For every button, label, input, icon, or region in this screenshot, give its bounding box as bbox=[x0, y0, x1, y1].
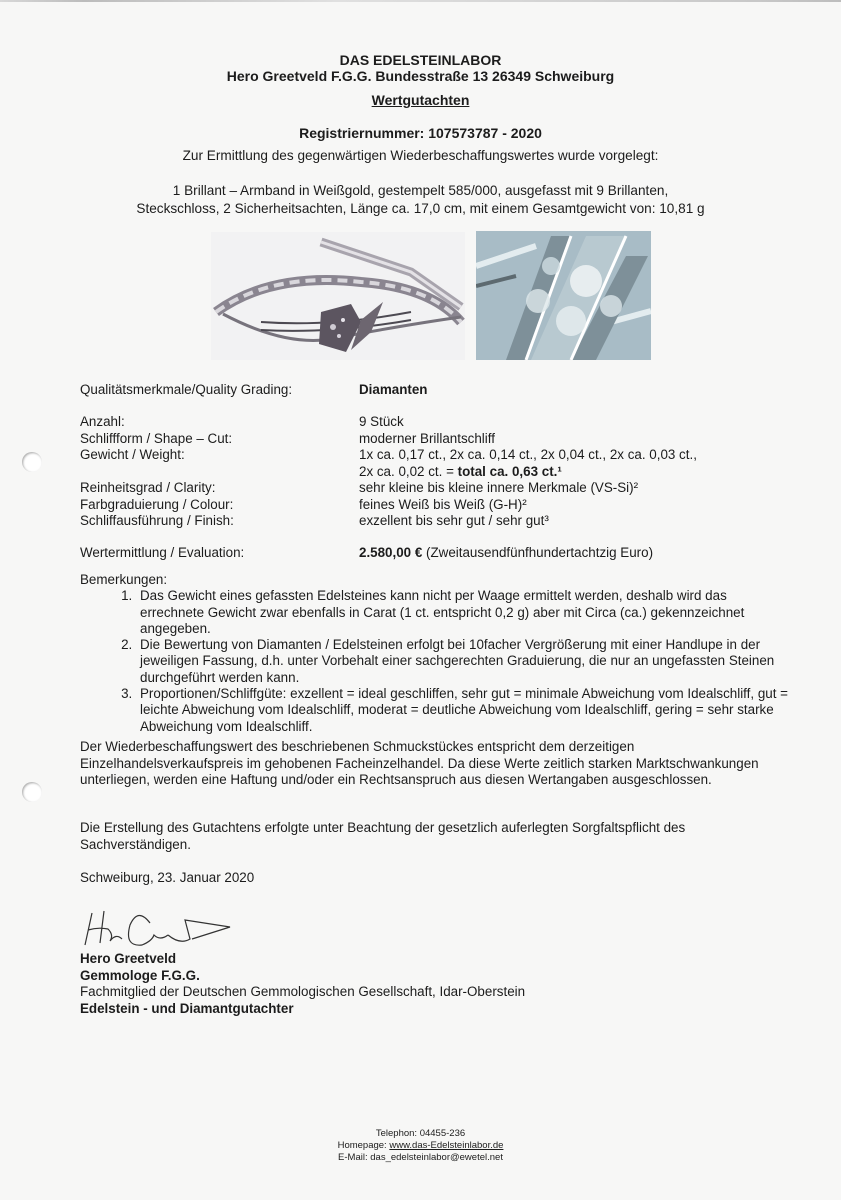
remarks-list bbox=[80, 588, 790, 735]
signer-membership: Fachmitglied der Deutschen Gemmologischen Gesellschaft, Idar-Oberstein bbox=[80, 984, 526, 1000]
grading-value: Diamanten bbox=[359, 382, 428, 397]
grading-label: Qualitätsmerkmale/Quality Grading: bbox=[80, 382, 293, 397]
appraisal-document: DAS EDELSTEINLABOR Hero Greetveld F.G.G. Bundesstraße 13 26349 Schweiburg Wertgutachten Registriernummer: 107573787 - 2020 Zur Ermittlung des gegenwärtigen Wiederbeschaffungswertes wurde vorgelegt: 1 Brillant – Armband in Weißgold, gestempelt 585/000, ausgefasst mit 9 Brillanten, Steckschloss, 2 Sicherheitsachten, Länge ca. 17,0 cm, mit einem Gesamtgewicht von: 10,81 g Qualitätsmerkmale/Quality Grading: Diamanten Anzahl: 9 Stück Schliffform / Shape – Cut: moderner Brillantschliff Gewicht / Weight: 1x ca. 0,17 ct., 2x ca. 0,14 ct., 2x 0,04 ct., 2x ca. 0,03 ct., 2x ca. 0,02 ct. = total ca. 0,63 ct.¹ Reinheitsgrad / Clarity: sehr kleine bis kleine innere Merkmale (VS-Si)² Farbgraduierung / Colour: feines Weiß bis Weiß (G-H)² Schliffausführung / Finish: exzellent bis sehr gut / sehr gut³ Wertermittlung / Evaluation: 2.580,00 € (Zweitausendfünfhundertachtzig Euro) Bemerkungen: 1. Das Gewicht eines gefassten Edelsteines kann nicht per Waage ermittelt werden, deshalb wird das errechnete Gewicht zwar ebenfalls in Carat (1 ct. entspricht 0,2 g) aber mit Circa (ca.) gekennzeichnet angegeben. 2. Die Bewertung von Diamanten / Edelsteinen erfolgt bei 10facher Vergrößerung mit einer Handlupe in der jeweiligen Fassung, d.h. unter Vorbehalt einer sachgerechten Graduierung, die nur an ungefassten Steinen durchgeführt werden kann. 3. Proportionen/Schliffgüte: exzellent = ideal geschliffen, sehr gut = minimale Abweichung vom Idealschliff, gut = leichte Abweichung vom Idealschliff, moderat = deutliche Abweichung vom Idealschliff, gering = sehr starke Abweichung vom Idealschliff. Der Wiederbeschaffungswert des beschriebenen Schmuckstückes entspricht dem derzeitigen Einzelhandelsverkaufspreis im gehobenen Facheinzelhandel. Da diese Werte zeitlich starken Marktschwankungen unterliegen, werden eine Haftung und/oder ein Rechtsanspruch aus diesen Wertangaben ausgeschlossen. Die Erstellung des Gutachtens erfolgte unter Beachtung der gesetzlich auferlegten Sorgfaltspflicht des Sachverständigen. Schweiburg, 23. Januar 2020 Hero Greetveld Gemmologe F.G.G. Fachmitglied der Deutschen Gemmologischen Gesellschaft, Idar-Oberstein Edelstein - und Diamantgutachter Telephon: 04455-236 Homepage: www.das-Edelsteinlabor.de E-Mail: das_edelsteinlabor@ewetel.net bbox=[0, 0, 841, 1200]
company-address: Hero Greetveld F.G.G. Bundesstraße 13 26349 Schweiburg bbox=[226, 68, 615, 84]
homepage-link[interactable]: www.das-Edelsteinlabor.de bbox=[389, 1140, 504, 1151]
remark-item: 3. Proportionen/Schliffgüte: exzellent = ideal geschliffen, sehr gut = minimale Abweichung vom Idealschliff, gut = leichte Abweichung vom Idealschliff, moderat = deutliche Abweichung vom Idealschliff, gering = sehr starke Abweichung vom Idealschliff. bbox=[136, 686, 790, 735]
bracelet-overview-photo bbox=[211, 232, 465, 360]
footer-email: E-Mail: das_edelsteinlabor@ewetel.net bbox=[338, 1152, 503, 1163]
signer-title: Gemmologe F.G.G. bbox=[80, 967, 200, 983]
scan-edge bbox=[0, 0, 841, 2]
disclaimer-paragraph: Der Wiederbeschaffungswert des beschriebenen Schmuckstückes entspricht dem derzeitigen Einzelhandelsverkaufspreis im gehobenen Facheinzelhandel. Da diese Werte zeitlich starken Marktschwankungen unterliegen, werden eine Haftung und/oder ein Rechtsanspruch aus diesen Wertangaben ausgeschlossen. bbox=[80, 739, 759, 787]
footer-contact bbox=[0, 1128, 841, 1164]
punch-hole bbox=[22, 782, 42, 802]
remark-item: 1. Das Gewicht eines gefassten Edelsteines kann nicht per Waage ermittelt werden, deshalb wird das errechnete Gewicht zwar ebenfalls in Carat (1 ct. entspricht 0,2 g) aber mit Circa (ca.) gekennzeichnet angegeben. bbox=[136, 588, 790, 637]
remarks-section bbox=[80, 572, 790, 735]
signature-block bbox=[80, 951, 525, 1018]
remark-item: 2. Die Bewertung von Diamanten / Edelsteinen erfolgt bei 10facher Vergrößerung mit einer Handlupe in der jeweiligen Fassung, d.h. unter Vorbehalt einer sachgerechten Graduierung, die nur an ungefassten Steinen durchgeführt werden kann. bbox=[136, 637, 790, 686]
total-weight: total ca. 0,63 ct.¹ bbox=[457, 463, 562, 479]
evaluation-label: Wertermittlung / Evaluation: bbox=[80, 545, 245, 560]
item-description bbox=[0, 182, 841, 218]
diamond-closeup-photo bbox=[476, 231, 651, 360]
company-name: DAS EDELSTEINLABOR bbox=[339, 52, 502, 68]
place-date: Schweiburg, 23. Januar 2020 bbox=[80, 870, 255, 885]
email-link[interactable]: das_edelsteinlabor@ewetel.net bbox=[370, 1152, 503, 1163]
signer-role: Edelstein - und Diamantgutachter bbox=[80, 1001, 294, 1017]
footer-homepage: Homepage: www.das-Edelsteinlabor.de bbox=[337, 1140, 504, 1151]
document-type: Wertgutachten bbox=[371, 92, 470, 108]
punch-hole bbox=[22, 452, 42, 472]
description-line-2: Steckschloss, 2 Sicherheitsachten, Länge ca. 17,0 cm, mit einem Gesamtgewicht von: 10,81 g bbox=[136, 201, 705, 216]
evaluation-amount: 2.580,00 € bbox=[359, 545, 423, 560]
signer-name: Hero Greetveld bbox=[80, 951, 177, 966]
intro-text: Zur Ermittlung des gegenwärtigen Wiederbeschaffungswertes wurde vorgelegt: bbox=[182, 148, 659, 163]
description-line-1: 1 Brillant – Armband in Weißgold, gestempelt 585/000, ausgefasst mit 9 Brillanten, bbox=[172, 183, 669, 198]
footer-phone: Telephon: 04455-236 bbox=[375, 1128, 466, 1139]
diligence-paragraph: Die Erstellung des Gutachtens erfolgte unter Beachtung der gesetzlich auferlegten Sorgfaltspflicht des Sachverständigen. bbox=[80, 820, 686, 852]
registration-number: Registriernummer: 107573787 - 2020 bbox=[299, 125, 542, 141]
remarks-title: Bemerkungen: bbox=[80, 572, 168, 587]
evaluation-words: (Zweitausendfünfhundertachtzig Euro) bbox=[422, 545, 654, 560]
